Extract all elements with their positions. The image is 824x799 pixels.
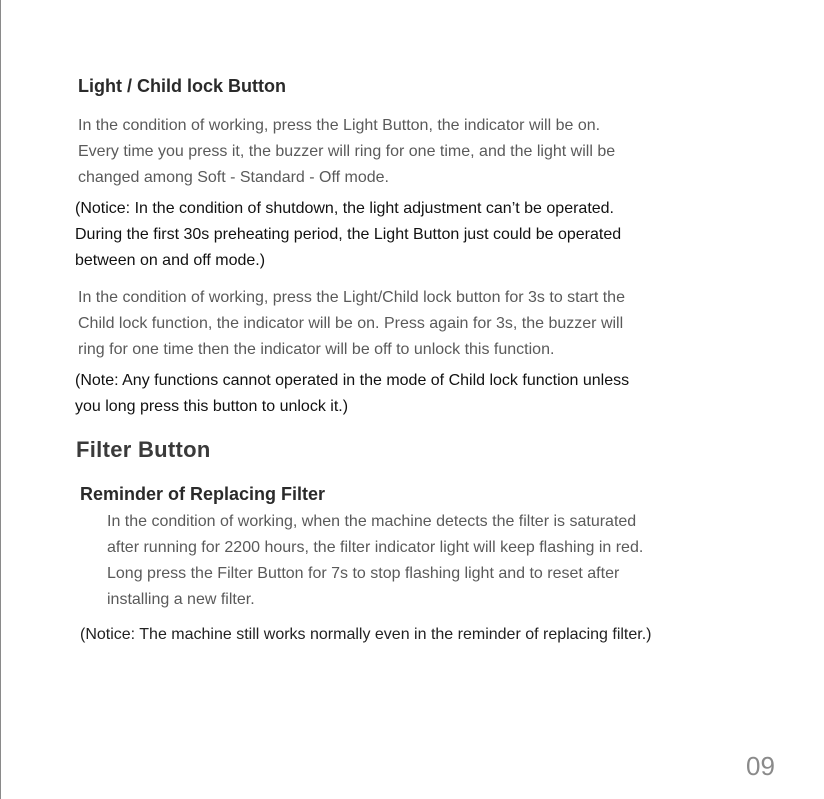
- light-child-lock-heading: Light / Child lock Button: [78, 76, 286, 96]
- text-line: In the condition of working, press the Light Button, the indicator will be on.: [78, 117, 601, 134]
- text-line: (Note: Any functions cannot operated in the mode of Child lock function unless: [75, 372, 630, 389]
- light-notice-paragraph: [75, 196, 621, 274]
- text-line: ring for one time then the indicator will be off to unlock this function.: [78, 341, 555, 358]
- text-line: (Notice: In the condition of shutdown, the light adjustment can’t be operated.: [75, 200, 614, 217]
- replacing-filter-subheading: Reminder of Replacing Filter: [80, 484, 326, 504]
- child-lock-paragraph: [78, 285, 625, 363]
- filter-notice-paragraph: (Notice: The machine still works normally even in the reminder of replacing filter.): [80, 626, 652, 643]
- filter-reminder-paragraph: [107, 509, 643, 613]
- text-line: between on and off mode.): [75, 252, 266, 269]
- text-line: In the condition of working, press the Light/Child lock button for 3s to start the: [78, 289, 625, 306]
- text-line: you long press this button to unlock it.): [75, 398, 349, 415]
- filter-button-heading: Filter Button: [76, 437, 211, 462]
- text-line: Child lock function, the indicator will be on. Press again for 3s, the buzzer will: [78, 315, 624, 332]
- page-number: 09: [746, 751, 775, 781]
- text-line: after running for 2200 hours, the filter indicator light will keep flashing in red.: [107, 539, 644, 556]
- child-lock-note-paragraph: [75, 368, 629, 420]
- text-line: installing a new filter.: [107, 591, 255, 608]
- text-line: In the condition of working, when the machine detects the filter is saturated: [107, 513, 637, 530]
- text-line: Long press the Filter Button for 7s to stop flashing light and to reset after: [107, 565, 620, 582]
- light-button-paragraph: [78, 113, 615, 191]
- text-line: changed among Soft - Standard - Off mode.: [78, 169, 389, 186]
- text-line: Every time you press it, the buzzer will ring for one time, and the light will be: [78, 143, 616, 160]
- page-left-border: [0, 0, 1, 799]
- text-line: During the first 30s preheating period, the Light Button just could be operated: [75, 226, 622, 243]
